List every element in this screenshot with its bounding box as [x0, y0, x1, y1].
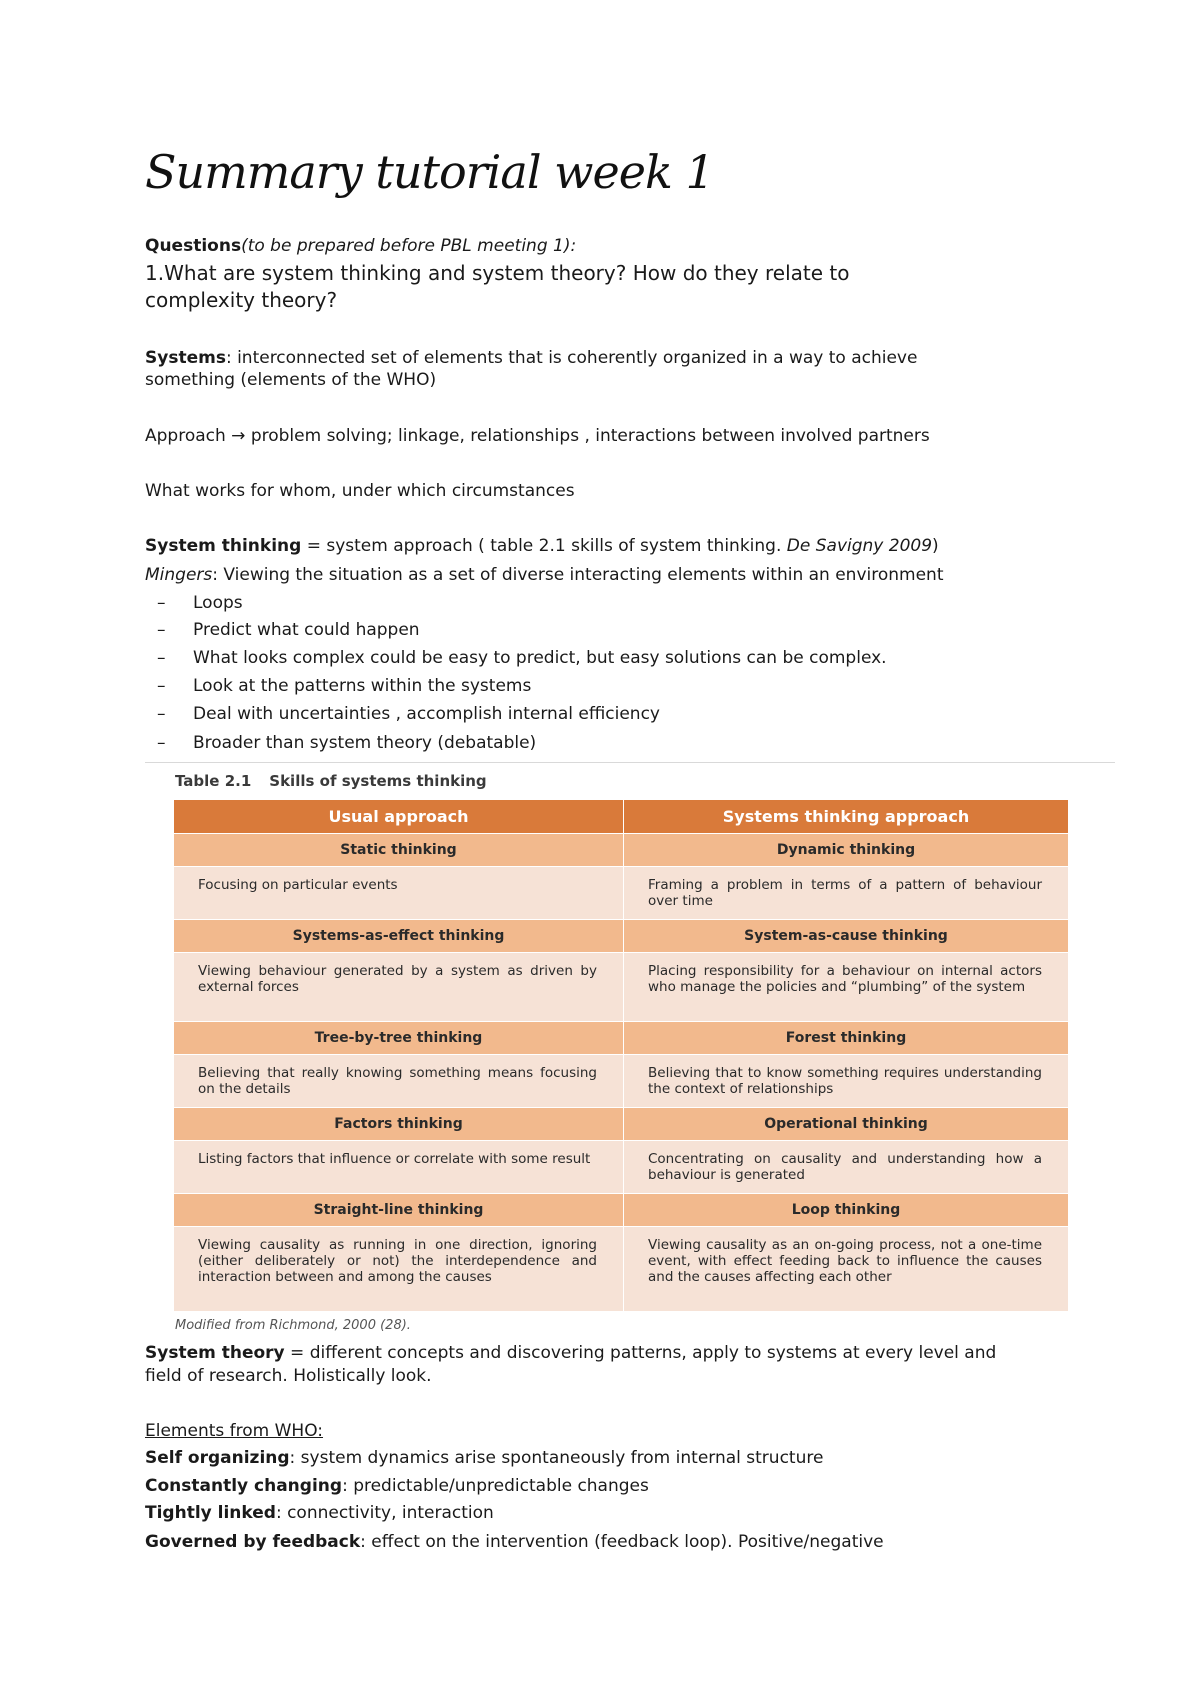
systems-definition: : interconnected set of elements that is coherently organized in a way to achieve [225, 348, 918, 368]
row-text-right: Viewing causality as an on-going process, not a one-time event, with effect feeding back to influence the causes and the causes affecting each other [624, 1227, 1069, 1312]
who-item-term: Governed by feedback [145, 1532, 361, 1552]
bullet-dash: – [157, 648, 166, 668]
who-item [145, 1475, 649, 1498]
row-text-left: Believing that really knowing something means focusing on the details [174, 1055, 624, 1108]
row-text-left: Focusing on particular events [174, 867, 624, 920]
systems-definition-line-2: something (elements of the WHO) [145, 370, 437, 390]
row-title-right: System-as-cause thinking [624, 920, 1069, 953]
table-row [174, 920, 1069, 953]
table-row [174, 953, 1069, 1022]
row-title-left: Tree-by-tree thinking [174, 1022, 624, 1055]
row-title-right: Loop thinking [624, 1194, 1069, 1227]
system-thinking-ref: De Savigny 2009 [786, 536, 933, 556]
system-thinking-term: System thinking [145, 536, 302, 556]
table-caption-number: Table 2.1 [175, 772, 252, 790]
mingers-text: : Viewing the situation as a set of diverse interacting elements within an environment [212, 565, 944, 585]
table-header-row [174, 800, 1069, 834]
who-item-term: Tightly linked [145, 1503, 276, 1523]
who-item-text: : predictable/unpredictable changes [342, 1476, 649, 1496]
system-theory-line-1 [145, 1342, 996, 1365]
bullet-text: Loops [193, 593, 243, 613]
row-title-left: Straight-line thinking [174, 1194, 624, 1227]
table-header-left: Usual approach [174, 800, 624, 834]
who-item-term: Constantly changing [145, 1476, 343, 1496]
row-title-right: Forest thinking [624, 1022, 1069, 1055]
table-row [174, 1055, 1069, 1108]
table-row [174, 1108, 1069, 1141]
bullet-dash: – [157, 676, 166, 696]
divider [145, 762, 1115, 763]
who-item [145, 1531, 884, 1554]
systems-definition-line-1 [145, 347, 917, 370]
system-theory-definition: = different concepts and discovering patterns, apply to systems at every level and [284, 1343, 997, 1363]
row-text-left: Viewing causality as running in one direction, ignoring (either deliberately or not) the interdependence and interaction between and among the causes [174, 1227, 624, 1312]
system-theory-line-2: field of research. Holistically look. [145, 1366, 432, 1386]
table-caption-title: Skills of systems thinking [269, 772, 487, 790]
question-1-line-1: 1.What are system thinking and system theory? How do they relate to [145, 261, 850, 285]
question-1-line-2: complexity theory? [145, 288, 338, 312]
skills-table [173, 799, 1069, 1312]
table-row [174, 867, 1069, 920]
bullet-dash: – [157, 593, 166, 613]
table-row [174, 834, 1069, 867]
table-row [174, 1022, 1069, 1055]
system-thinking-line [145, 535, 939, 558]
row-text-left: Viewing behaviour generated by a system as driven by external forces [174, 953, 624, 1022]
bullet-text: What looks complex could be easy to predict, but easy solutions can be complex. [193, 648, 887, 668]
table-header-right: Systems thinking approach [624, 800, 1069, 834]
mingers-name: Mingers [145, 565, 213, 585]
who-item-term: Self organizing [145, 1448, 290, 1468]
what-works-line: What works for whom, under which circumstances [145, 481, 575, 501]
who-item [145, 1447, 823, 1470]
questions-heading [145, 235, 576, 258]
row-text-right: Placing responsibility for a behaviour on internal actors who manage the policies and “plumbing” of the system [624, 953, 1069, 1022]
system-thinking-close: ) [932, 536, 939, 556]
bullet-dash: – [157, 733, 166, 753]
bullet-text: Look at the patterns within the systems [193, 676, 532, 696]
row-text-right: Concentrating on causality and understanding how a behaviour is generated [624, 1141, 1069, 1194]
row-title-left: Static thinking [174, 834, 624, 867]
table-source: Modified from Richmond, 2000 (28). [175, 1318, 411, 1333]
table-caption [175, 772, 487, 790]
bullet-text: Deal with uncertainties , accomplish internal efficiency [193, 704, 660, 724]
row-title-right: Operational thinking [624, 1108, 1069, 1141]
row-text-left: Listing factors that influence or correlate with some result [174, 1141, 624, 1194]
bullet-dash: – [157, 620, 166, 640]
who-item-text: : connectivity, interaction [275, 1503, 494, 1523]
row-title-left: Factors thinking [174, 1108, 624, 1141]
table-row [174, 1194, 1069, 1227]
who-item [145, 1502, 494, 1525]
document-title: Summary tutorial week 1 [145, 145, 714, 199]
table-row [174, 1141, 1069, 1194]
approach-line: Approach → problem solving; linkage, relationships , interactions between involved partners [145, 426, 930, 446]
row-title-left: Systems-as-effect thinking [174, 920, 624, 953]
table-row [174, 1227, 1069, 1312]
row-text-right: Framing a problem in terms of a pattern of behaviour over time [624, 867, 1069, 920]
who-item-text: : effect on the intervention (feedback loop). Positive/negative [360, 1532, 884, 1552]
bullet-text: Predict what could happen [193, 620, 420, 640]
system-thinking-eq: = system approach ( table 2.1 skills of system thinking. [301, 536, 787, 556]
questions-label: Questions [145, 236, 242, 256]
questions-note: (to be prepared before PBL meeting 1): [241, 236, 577, 256]
bullet-dash: – [157, 704, 166, 724]
who-item-text: : system dynamics arise spontaneously from internal structure [289, 1448, 824, 1468]
row-text-right: Believing that to know something requires understanding the context of relationships [624, 1055, 1069, 1108]
who-heading: Elements from WHO: [145, 1421, 324, 1441]
bullet-text: Broader than system theory (debatable) [193, 733, 537, 753]
row-title-right: Dynamic thinking [624, 834, 1069, 867]
system-theory-term: System theory [145, 1343, 285, 1363]
systems-term: Systems [145, 348, 226, 368]
mingers-line [145, 564, 943, 587]
